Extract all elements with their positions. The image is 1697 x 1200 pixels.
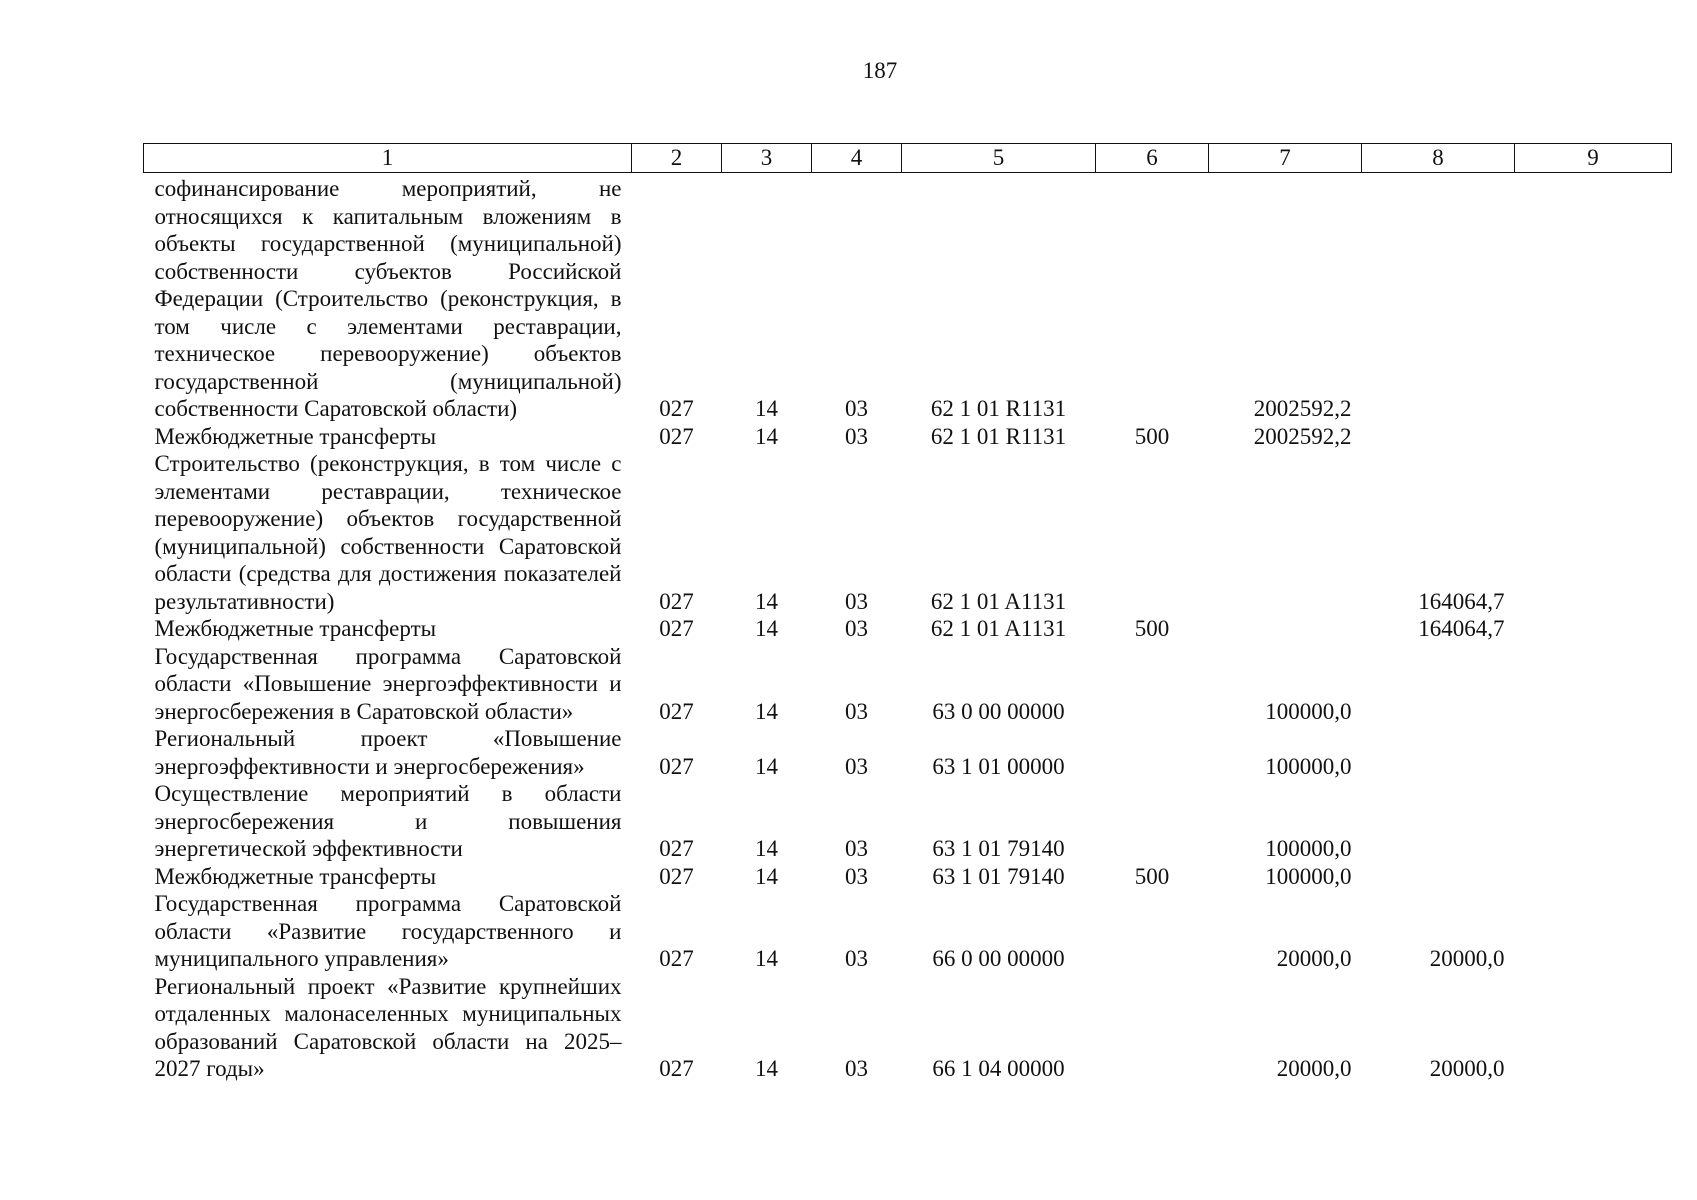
target-article-code: 66 0 00 00000 [932, 946, 1065, 971]
table-row [144, 423, 1672, 451]
amount-col-8: 164064,7 [1418, 588, 1505, 614]
table-body [144, 173, 1672, 1083]
amount-col-9 [1515, 450, 1672, 615]
column-header: 9 [1515, 144, 1672, 173]
page-number: 187 [862, 58, 898, 83]
target-article-code: 62 1 01 A1131 [930, 616, 1067, 641]
section-code: 14 [755, 396, 778, 421]
amount-col-9 [1515, 173, 1672, 423]
column-header: 5 [902, 144, 1096, 173]
amount-col-9 [1515, 643, 1672, 726]
amount-col-8 [1362, 173, 1515, 423]
expense-type-code [1096, 890, 1209, 973]
expense-type-code [1096, 643, 1209, 726]
column-header: 7 [1209, 144, 1362, 173]
section-code: 14 [755, 698, 778, 724]
section-code: 14 [755, 863, 778, 889]
table-row [144, 973, 1672, 1083]
table-row [144, 890, 1672, 973]
ministry-code: 027 [659, 698, 694, 724]
ministry-code: 027 [659, 753, 694, 779]
subsection-code: 03 [845, 1056, 868, 1081]
row-description: Строительство (реконструкция, в том числе с элементами реставрации, техническое перевооружение) объектов государственной (муниципальной) собственности Саратовской области (средства для достижения показателей результативности) [154, 451, 622, 614]
expense-type-code [1096, 450, 1209, 615]
amount-col-7: 20000,0 [1276, 946, 1352, 971]
row-description: Государственная программа Саратовской области «Развитие государственного и муниципального управления» [154, 891, 622, 971]
row-description: Межбюджетные трансферты [154, 423, 437, 449]
subsection-code: 03 [845, 616, 868, 641]
section-code: 14 [755, 588, 778, 614]
subsection-code: 03 [845, 863, 868, 889]
amount-col-8 [1362, 780, 1515, 863]
amount-col-7: 100000,0 [1265, 836, 1352, 861]
target-article-code: 62 1 01 R1131 [930, 396, 1067, 421]
subsection-code: 03 [845, 396, 868, 421]
ministry-code: 027 [659, 396, 694, 421]
expense-type-code: 500 [1134, 863, 1170, 889]
section-code: 14 [755, 423, 778, 449]
amount-col-9 [1515, 615, 1672, 643]
amount-col-7: 100000,0 [1265, 753, 1352, 779]
subsection-code: 03 [845, 698, 868, 724]
expense-type-code [1096, 173, 1209, 423]
row-description: софинансирование мероприятий, не относящихся к капитальным вложениям в объекты государственной (муниципальной) собственности субъектов Российской Федерации (Строительство (реконструкция, в том числе с элементами реставрации, техническое перевооружение) объектов государственной (муниципальной) собственности Саратовской области) [154, 176, 622, 421]
amount-col-7: 2002592,2 [1253, 396, 1352, 421]
amount-col-8 [1362, 863, 1515, 891]
table-row [144, 780, 1672, 863]
expense-type-code [1096, 780, 1209, 863]
target-article-code: 62 1 01 R1131 [930, 423, 1067, 449]
subsection-code: 03 [845, 588, 868, 614]
ministry-code: 027 [659, 588, 694, 614]
amount-col-7 [1209, 615, 1362, 643]
ministry-code: 027 [659, 863, 694, 889]
amount-col-9 [1515, 890, 1672, 973]
amount-col-8 [1362, 725, 1515, 780]
section-code: 14 [755, 1056, 778, 1081]
expense-type-code [1096, 725, 1209, 780]
subsection-code: 03 [845, 423, 868, 449]
column-header: 6 [1096, 144, 1209, 173]
target-article-code: 63 0 00 00000 [932, 698, 1065, 724]
budget-table [143, 143, 1672, 1083]
ministry-code: 027 [659, 1056, 694, 1081]
table-row [144, 615, 1672, 643]
expense-type-code: 500 [1134, 423, 1170, 449]
amount-col-9 [1515, 780, 1672, 863]
target-article-code: 62 1 01 A1131 [930, 588, 1067, 614]
amount-col-8: 20000,0 [1429, 946, 1505, 971]
target-article-code: 63 1 01 79140 [932, 836, 1065, 861]
subsection-code: 03 [845, 753, 868, 779]
ministry-code: 027 [659, 616, 694, 641]
table-row [144, 725, 1672, 780]
section-code: 14 [755, 753, 778, 779]
amount-col-7: 100000,0 [1265, 698, 1352, 724]
amount-col-9 [1515, 423, 1672, 451]
amount-col-8: 164064,7 [1418, 616, 1505, 641]
target-article-code: 63 1 01 79140 [932, 863, 1065, 889]
amount-col-9 [1515, 725, 1672, 780]
row-description: Региональный проект «Развитие крупнейших отдаленных малонаселенных муниципальных образований Саратовской области на 2025–2027 годы» [154, 973, 622, 1081]
table-row [144, 863, 1672, 891]
column-header: 8 [1362, 144, 1515, 173]
amount-col-7: 2002592,2 [1253, 423, 1352, 449]
ministry-code: 027 [659, 836, 694, 861]
target-article-code: 66 1 04 00000 [932, 1056, 1065, 1081]
section-code: 14 [755, 836, 778, 861]
expense-type-code [1096, 973, 1209, 1083]
ministry-code: 027 [659, 423, 694, 449]
column-number-row [144, 144, 1672, 173]
column-header: 2 [632, 144, 722, 173]
amount-col-8 [1362, 423, 1515, 451]
amount-col-7: 100000,0 [1265, 863, 1352, 889]
row-description: Региональный проект «Повышение энергоэффективности и энергосбережения» [154, 726, 622, 779]
row-description: Межбюджетные трансферты [154, 616, 437, 641]
ministry-code: 027 [659, 946, 694, 971]
target-article-code: 63 1 01 00000 [932, 753, 1065, 779]
amount-col-9 [1515, 973, 1672, 1083]
amount-col-7: 20000,0 [1276, 1056, 1352, 1081]
column-header: 3 [722, 144, 812, 173]
amount-col-7 [1209, 450, 1362, 615]
row-description: Межбюджетные трансферты [154, 863, 437, 889]
subsection-code: 03 [845, 836, 868, 861]
amount-col-9 [1515, 863, 1672, 891]
amount-col-8: 20000,0 [1429, 1056, 1505, 1081]
table-row [144, 643, 1672, 726]
column-header: 4 [812, 144, 902, 173]
expense-type-code: 500 [1134, 616, 1170, 641]
row-description: Государственная программа Саратовской области «Повышение энергоэффективности и энергосбережения в Саратовской области» [154, 643, 622, 724]
row-description: Осуществление мероприятий в области энергосбережения и повышения энергетической эффективности [154, 781, 622, 861]
subsection-code: 03 [845, 946, 868, 971]
table-row [144, 173, 1672, 423]
column-header: 1 [144, 144, 632, 173]
section-code: 14 [755, 946, 778, 971]
table-row [144, 450, 1672, 615]
amount-col-8 [1362, 643, 1515, 726]
section-code: 14 [755, 616, 778, 641]
